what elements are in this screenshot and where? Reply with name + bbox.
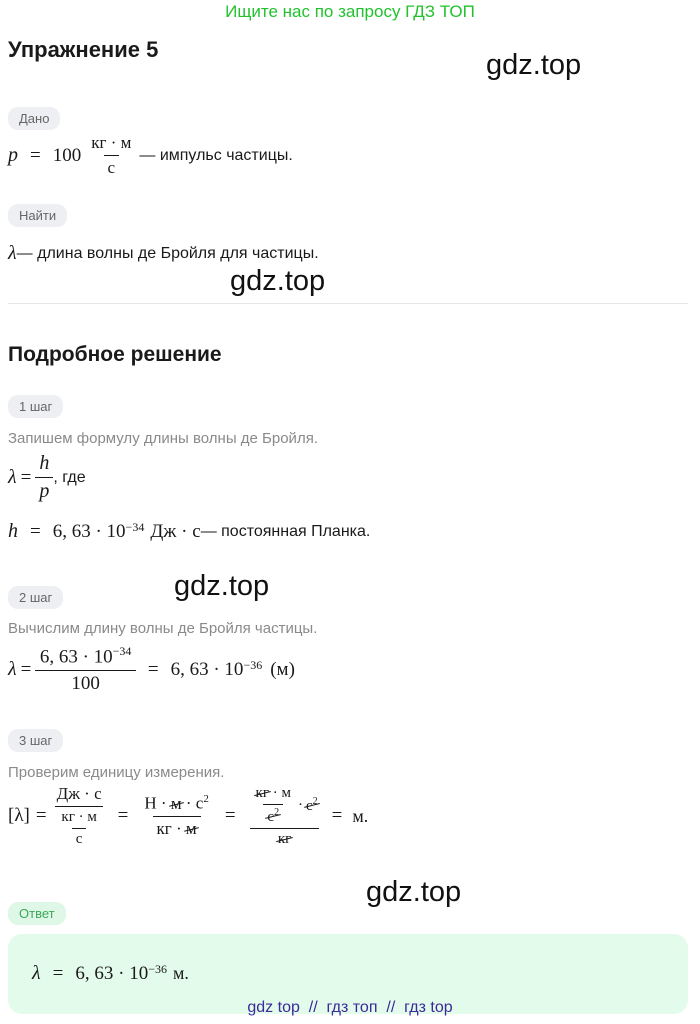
step3-c-kg: кг <box>255 784 269 801</box>
answer-formula <box>32 962 189 985</box>
step2-badge: 2 шаг <box>8 586 63 609</box>
step3-lhs: [λ] <box>8 805 30 826</box>
watermark: gdz.top <box>366 876 462 908</box>
step3-frac-c <box>248 785 322 848</box>
watermark: gdz.top <box>174 570 270 602</box>
step3-b-nm: м <box>170 793 182 813</box>
find-formula <box>8 242 319 265</box>
step3-eq1: = <box>35 805 47 826</box>
step1-den: p <box>35 477 53 503</box>
step2-eq1: = <box>20 658 32 680</box>
answer-exp: −36 <box>148 962 167 976</box>
step3-c-denkg: кг <box>277 830 292 847</box>
step3-formula <box>8 784 368 848</box>
step3-b-nexp: 2 <box>203 793 209 806</box>
top-banner: Ищите нас по запросу ГДЗ ТОП <box>225 2 475 21</box>
step3-note: Проверим единицу измерения. <box>8 764 225 781</box>
step3-c-inner <box>252 785 295 826</box>
given-formula <box>8 133 293 178</box>
solution-title: Подробное решение <box>8 343 222 366</box>
answer-lhs: λ <box>32 962 41 984</box>
step2-eq2: = <box>147 658 159 680</box>
step3-c-mids2exp: 2 <box>312 795 318 807</box>
find-badge: Найти <box>8 204 67 227</box>
given-unit <box>87 133 135 178</box>
step1-tail: , где <box>53 468 86 486</box>
step3-frac-a <box>53 784 106 848</box>
step3-eq3: = <box>224 805 236 826</box>
step1-lhs: λ <box>8 466 17 488</box>
step1-h-exp: −34 <box>125 520 145 534</box>
step3-eq4: = <box>331 805 343 826</box>
step2-den: 100 <box>35 670 136 695</box>
given-lhs: p <box>8 144 18 166</box>
step1-formula2 <box>8 520 370 543</box>
step1-note: Запишем формулу длины волны де Бройля. <box>8 430 318 447</box>
step3-eq2: = <box>117 805 129 826</box>
answer-badge: Ответ <box>8 902 66 925</box>
step3-badge: 3 шаг <box>8 729 63 752</box>
step2-formula <box>8 644 295 695</box>
given-unit-den: с <box>104 155 120 178</box>
step3-frac-b <box>140 793 212 839</box>
step3-c-middot: · <box>297 796 303 813</box>
given-desc: — импульс частицы. <box>139 146 293 164</box>
step2-lhs: λ <box>8 658 17 681</box>
divider <box>8 303 688 304</box>
given-eq: = <box>30 144 41 166</box>
step2-note: Вычислим длину волны де Бройля частицы. <box>8 620 318 637</box>
answer-unit: м. <box>173 963 189 983</box>
step3-b-n2: · с <box>181 793 204 813</box>
find-symbol: λ <box>8 242 17 264</box>
step3-c-mids2: с <box>305 797 313 814</box>
step3-c-s2: с <box>267 808 275 825</box>
step1-h-unit: Дж · с <box>150 520 201 542</box>
footer-links[interactable]: gdz top // гдз топ // гдз top <box>247 999 453 1016</box>
answer-mant: 6, 63 · 10 <box>75 962 149 984</box>
step2-unit: (м) <box>270 658 295 680</box>
given-badge: Дано <box>8 107 60 130</box>
step1-h-desc: — постоянная Планка. <box>200 522 371 540</box>
step3-b-n1: Н · <box>144 793 171 813</box>
step3-c-dotm: · м <box>268 784 291 801</box>
step2-frac <box>35 644 136 695</box>
page-title: Упражнение 5 <box>8 37 159 62</box>
step1-num: h <box>39 452 50 474</box>
step2-res-exp: −36 <box>243 658 263 673</box>
step3-a-inner-den: с <box>72 828 87 848</box>
step1-formula1 <box>8 452 86 503</box>
step1-frac <box>35 452 53 503</box>
step3-b-d1: кг · <box>156 818 186 838</box>
watermark: gdz.top <box>230 265 326 297</box>
step3-c-s2exp: 2 <box>274 806 280 818</box>
answer-eq: = <box>52 962 64 984</box>
step3-b-dm: м <box>185 818 197 838</box>
step2-num-mant: 6, 63 · 10 <box>39 646 113 668</box>
step3-a-inner-num: кг · м <box>61 809 97 825</box>
step3-result: м. <box>352 805 369 826</box>
step3-a-num: Дж · с <box>56 784 102 803</box>
step1-badge: 1 шаг <box>8 395 63 418</box>
step1-h-mant: 6, 63 · 10 <box>52 520 126 542</box>
step1-eq: = <box>20 466 32 488</box>
given-unit-num: кг · м <box>91 133 132 152</box>
step1-h: h <box>8 520 18 542</box>
step3-a-inner <box>57 809 100 848</box>
step1-h-eq: = <box>30 520 41 542</box>
given-value: 100 <box>52 144 82 166</box>
step2-num-exp: −34 <box>112 644 132 658</box>
watermark: gdz.top <box>486 49 582 81</box>
find-desc: — длина волны де Бройля для частицы. <box>16 244 319 262</box>
step2-res-mant: 6, 63 · 10 <box>170 658 244 680</box>
